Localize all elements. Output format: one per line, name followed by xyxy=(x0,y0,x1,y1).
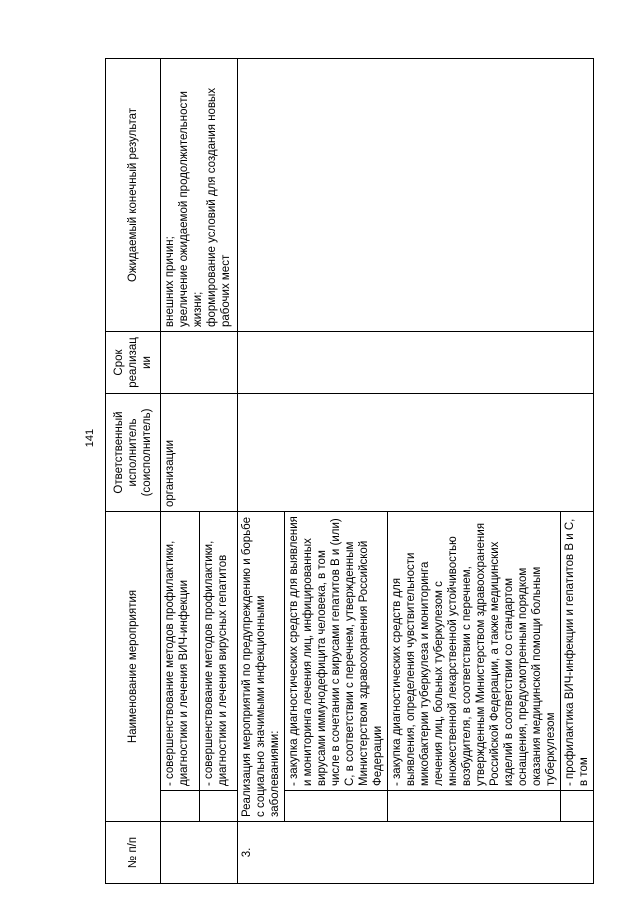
rotated-table-region xyxy=(105,59,595,884)
measure-name: Реализация мероприятий по предупреждению и борьбе с социально значимыми инфекционными заболеваниями: xyxy=(238,511,285,821)
header-term: Срок реализации xyxy=(106,331,161,393)
measure-name: - совершенствование методов профилактики, диагностики и лечения ВИЧ-инфекции xyxy=(161,511,200,790)
result-cell: внешних причин; увеличение ожидаемой продолжительности жизни; формирование условий для создания новых рабочих мест xyxy=(161,58,238,331)
row-number xyxy=(161,822,238,884)
table-row xyxy=(161,58,200,883)
header-name: Наименование мероприятия xyxy=(106,511,161,821)
responsible-cell xyxy=(238,393,594,511)
measure-name: - совершенствование методов профилактики, диагностики и лечения вирусных гепатитов xyxy=(200,511,238,790)
responsible-cell: организации xyxy=(161,393,238,511)
page-number: 141 xyxy=(84,428,96,448)
header-no: № п/п xyxy=(106,822,161,884)
indent-cell xyxy=(388,791,561,822)
result-cell xyxy=(238,58,594,331)
table-row xyxy=(238,58,285,883)
row-number: 3. xyxy=(238,822,594,884)
term-cell xyxy=(238,331,594,393)
measures-table xyxy=(105,58,594,884)
measure-name: - профилактика ВИЧ-инфекции и гепатитов B и C, в том xyxy=(561,511,594,790)
indent-cell xyxy=(561,791,594,822)
indent-cell xyxy=(161,791,200,822)
term-cell xyxy=(161,331,238,393)
header-result: Ожидаемый конечный результат xyxy=(106,58,161,331)
measure-name: - закупка диагностических средств для выявления, определения чувствительности микобактерии туберкулеза и мониторинга лечения лиц, больных туберкулезом с множественной лекарственной устойчивостью возбудителя, в соответствии с перечнем, утвержденным Министерством здравоохранения Российской Федерации, а также медицинских изделий в соответствии со стандартом оснащения, предусмотренным порядком оказания медицинской помощи больным туберкулезом xyxy=(388,511,561,790)
indent-cell xyxy=(285,791,388,822)
header-responsible: Ответственный исполнитель (соисполнитель) xyxy=(106,393,161,511)
measure-name: - закупка диагностических средств для выявления и мониторинга лечения лиц, инфицированных вирусами иммунодефицита человека, в том числе в сочетании с вирусами гепатитов B и (или) C, в соответствии с перечнем, утвержденным Министерством здравоохранения Российской Федерации xyxy=(285,511,388,790)
indent-cell xyxy=(200,791,238,822)
table-header-row xyxy=(106,58,161,883)
